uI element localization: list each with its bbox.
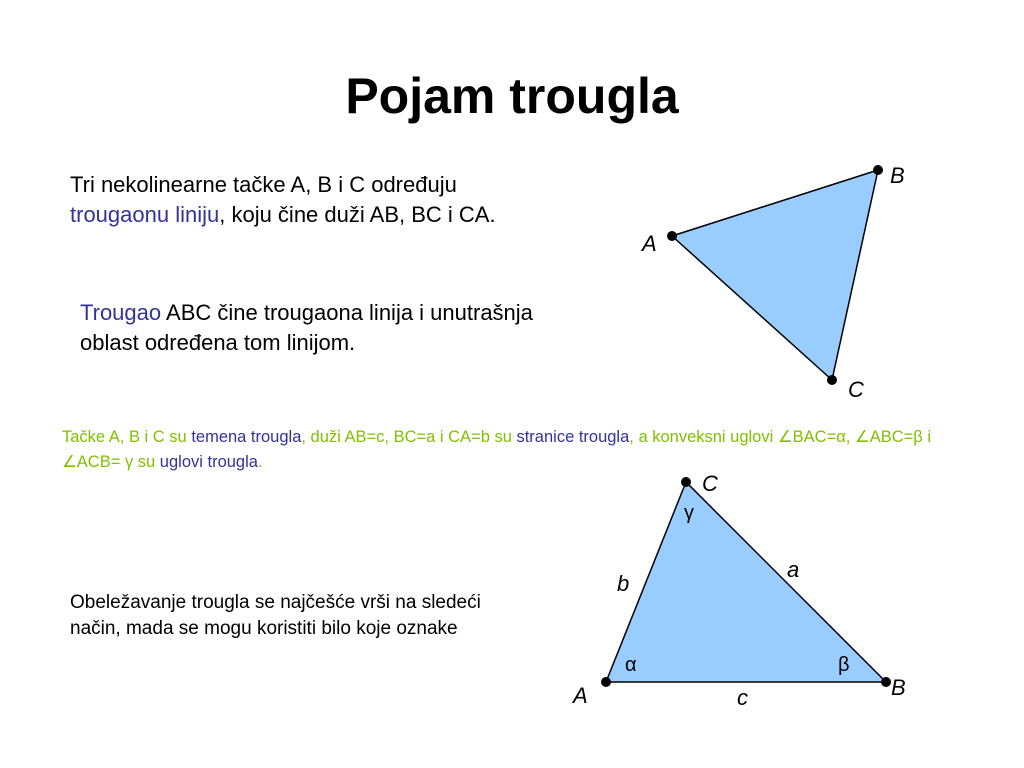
p3-s3: , a konveksni uglovi ∠BAC=α, ∠ABC=β i ∠ACB= γ su xyxy=(62,428,932,471)
p1-text-start: Tri nekolinearne tačke A, B i C određuju xyxy=(70,172,457,197)
label-c: C xyxy=(848,377,864,402)
page-title: Pojam trougla xyxy=(345,68,679,124)
vertex-b-dot xyxy=(873,165,883,175)
label2-b: B xyxy=(891,675,906,700)
vertex2-a-dot xyxy=(601,677,611,687)
triangle-1 xyxy=(640,163,905,402)
triangle-2 xyxy=(571,471,906,710)
vertex-c-dot xyxy=(827,375,837,385)
angle-beta-label: β xyxy=(838,654,850,676)
label-b: B xyxy=(890,163,905,188)
vertex2-c-dot xyxy=(681,477,691,487)
p3-h1: temena trougla xyxy=(191,428,302,446)
p1-text-end: , koju čine duži AB, BC i CA. xyxy=(219,202,496,227)
p3-h2: stranice trougla xyxy=(516,428,630,446)
label2-a: A xyxy=(573,683,588,708)
label-a: A xyxy=(642,231,657,256)
side-b-label: b xyxy=(617,571,630,596)
side-a-label: a xyxy=(787,557,800,582)
label2-c: C xyxy=(702,471,718,496)
notation-text: Obeležavanje trougla se najčešće vrši na sledeći način, mada se mogu koristiti bilo koje oznake xyxy=(70,592,481,639)
p3-s4: . xyxy=(257,453,263,471)
p2-highlight: Trougao xyxy=(80,300,162,325)
p2-text: ABC čine trougaona linija i unutrašnja oblast određena tom linijom. xyxy=(80,300,533,355)
p3-h3: uglovi trougla xyxy=(159,453,258,471)
p3-s1: Tačke A, B i C su xyxy=(62,428,192,446)
side-c-label: c xyxy=(737,685,748,710)
triangle-1-shape xyxy=(672,170,878,380)
p1-highlight: trougaonu liniju xyxy=(70,202,220,227)
triangle-2-shape xyxy=(606,482,886,682)
p3-s2: , duži AB=c, BC=a i CA=b su xyxy=(301,428,517,446)
angle-gamma-label: γ xyxy=(684,502,694,524)
vertex2-b-dot xyxy=(881,677,891,687)
angle-alpha-label: α xyxy=(625,654,637,676)
vertex-a-dot xyxy=(667,231,677,241)
